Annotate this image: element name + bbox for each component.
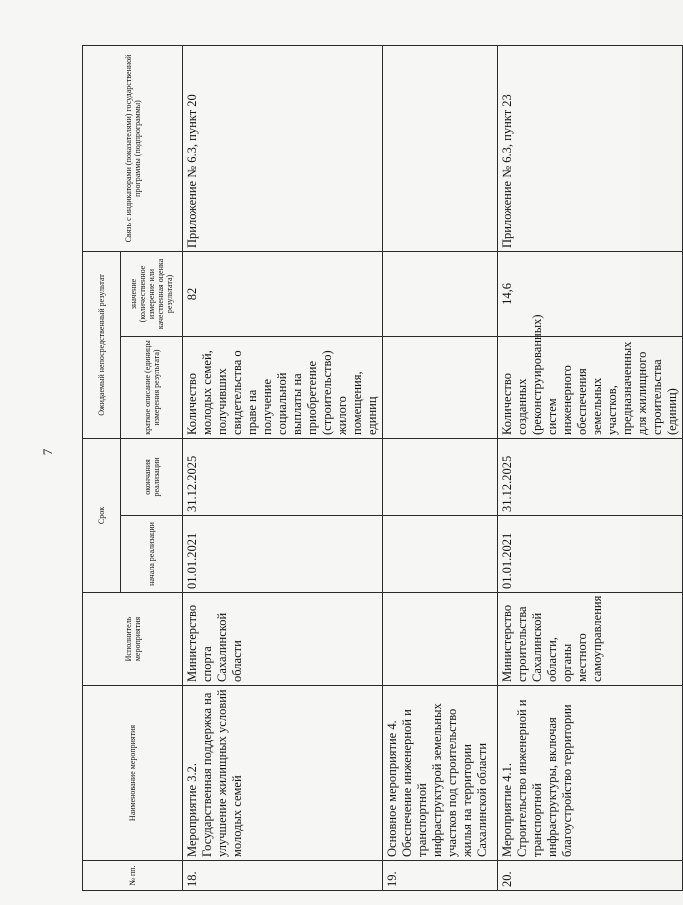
row-start [383,516,498,593]
row-num: 19. [383,861,498,891]
row-result-value [383,251,498,336]
rotated-table-container [82,46,679,891]
row-num: 18. [183,861,383,891]
row-link: Приложение № 6.3, пункт 23 [498,45,683,251]
row-result-value: 14,6 [498,251,683,336]
row-result-desc [383,336,498,438]
row-num: 20. [498,861,683,891]
table-row [383,45,498,890]
page-number: 7 [40,448,55,456]
header-term: Срок [83,438,121,592]
row-executor: Министерство строительства Сахалинской области, органы местного самоуправления [498,593,683,686]
row-executor: Министерство спорта Сахалинской области [183,593,383,686]
activities-table [82,45,683,891]
row-executor [383,593,498,686]
table-row [498,45,683,890]
header-link: Связь с индикаторами (показателями) государственной программы (подпрограммы) [83,45,183,251]
row-end: 31.12.2025 [498,438,683,515]
row-name: Мероприятие 3.2. Государственная поддержка на улучшение жилищных условий молодых семей [183,686,383,861]
row-result-desc: Количество молодых семей, получивших свидетельства о праве на получение социальной выплаты на приобретение (строительство) жилого помещения, единиц [183,336,383,438]
header-result: Ожидаемый непосредственный результат [83,251,121,438]
row-result-value: 82 [183,251,383,336]
row-end [383,438,498,515]
row-link [383,45,498,251]
row-start: 01.01.2021 [183,516,383,593]
table-row [183,45,383,890]
header-result-value: значение (количественное измерение или качественная оценка результата) [121,251,183,336]
header-num: № пп. [83,861,183,891]
header-end: окончания реализации [121,438,183,515]
row-name: Мероприятие 4.1. Строительство инженерной и транспортной инфраструктуры, включая благоустройство территории [498,686,683,861]
header-result-desc: краткое описание (единицы измерения результата) [121,336,183,438]
header-name: Наименование мероприятия [83,686,183,861]
row-result-desc: Количество созданных (реконструированных) систем инженерного обеспечения земельных участков, предназначенных для жилищного строительства (единиц) [498,336,683,438]
table-header-row [83,45,121,890]
row-end: 31.12.2025 [183,438,383,515]
header-executor: Исполнитель мероприятия [83,593,183,686]
row-start: 01.01.2021 [498,516,683,593]
header-start: начала реализации [121,516,183,593]
row-link: Приложение № 6.3, пункт 20 [183,45,383,251]
row-name: Основное мероприятие 4. Обеспечение инженерной и транспортной инфраструктурой земельных участков под строительство жилья на территории Сахалинской области [383,686,498,861]
